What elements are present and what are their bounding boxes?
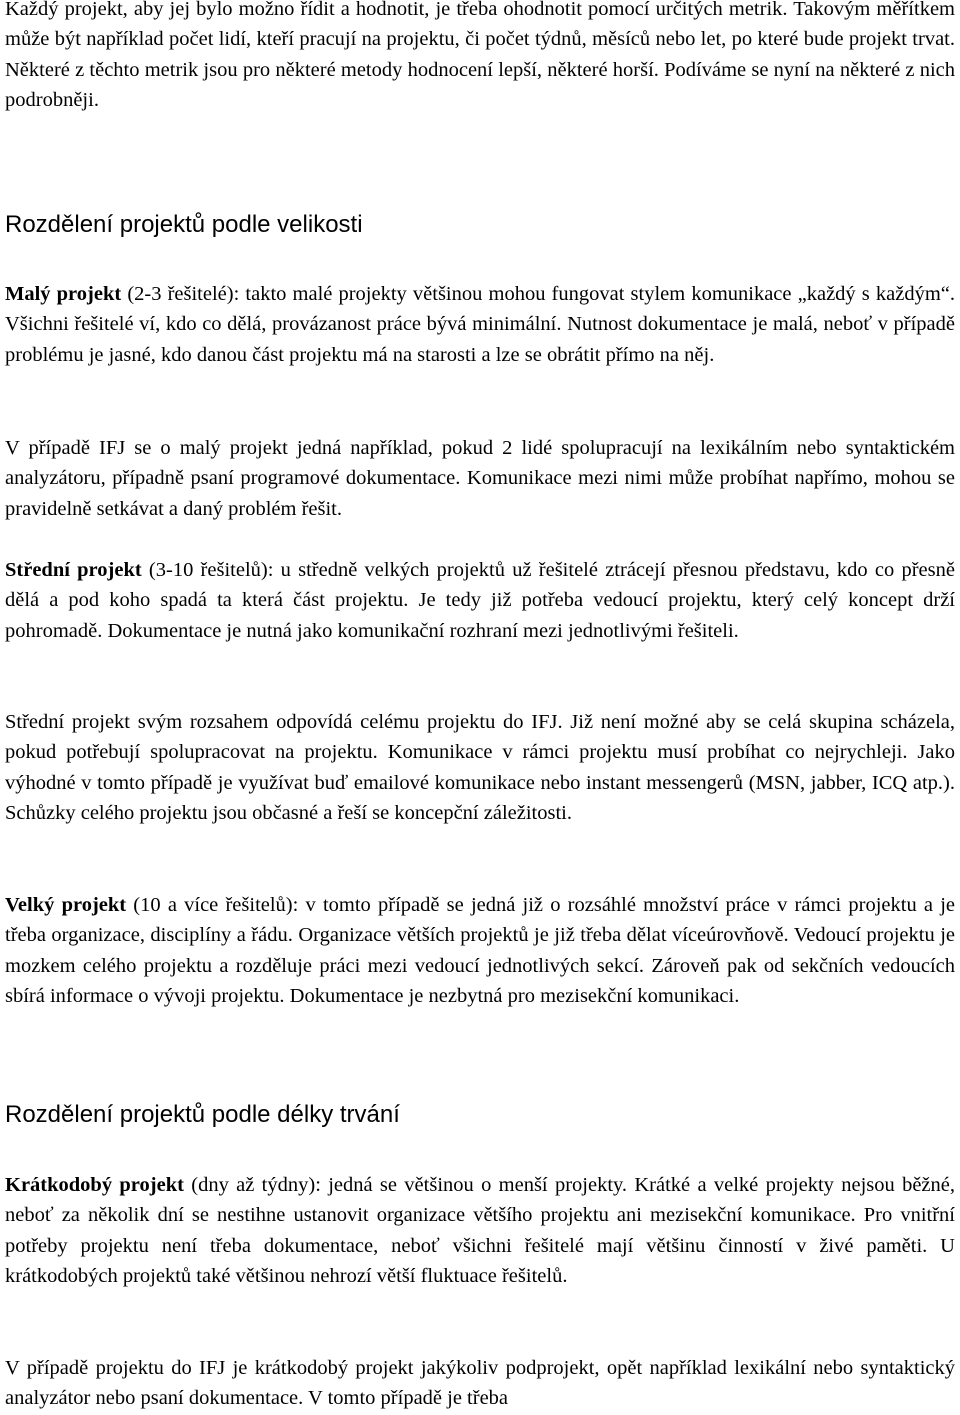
short-project-text: (dny až týdny): jedná se většinou o menší projekty. Krátké a velké projekty nejsou běžné, neboť za několik dní se nestihne ustanovit organizace většího projektu ani mezisekční komunikace. Pro vnitřní potřeby projektu není třeba dokumentace, neboť všichni řešitelé mají většinu činností v živé paměti. U krátkodobých projektů také většinou nehrozí větší fluktuace řešitelů.: [5, 1174, 955, 1288]
medium-project-term: Střední projekt: [5, 559, 142, 581]
large-project-term: Velký projekt: [5, 894, 127, 916]
short-project-paragraph: [5, 1170, 955, 1292]
short-project-term: Krátkodobý projekt: [5, 1174, 184, 1196]
small-project-ifj-paragraph: V případě IFJ se o malý projekt jedná například, pokud 2 lidé spolupracují na lexikálním nebo syntaktickém analyzátoru, případně psaní programové dokumentace. Komunikace mezi nimi může probíhat napřímo, mohou se pravidelně setkávat a daný problém řešit.: [5, 437, 955, 520]
medium-project-ifj-paragraph: Střední projekt svým rozsahem odpovídá celému projektu do IFJ. Již není možné aby se celá skupina scházela, pokud potřebují spolupracovat na projektu. Komunikace v rámci projektu musí probíhat co nejrychleji. Jako výhodné v tomto případě je využívat buď emailové komunikace nebo instant messengerů (MSN, jabber, ICQ atp.). Schůzky celého projektu jsou občasné a řeší se koncepční záležitosti.: [5, 711, 955, 825]
intro-paragraph: Každý projekt, aby jej bylo možno řídit a hodnotit, je třeba ohodnotit pomocí určitých metrik. Takovým měřítkem může být například počet lidí, kteří pracují na projektu, či počet týdnů, měsíců nebo let, po které bude projekt trvat. Některé z těchto metrik jsou pro některé metody hodnocení lepší, některé horší. Podíváme se nyní na některé z nich podrobněji.: [5, 0, 955, 112]
small-project-text: (2-3 řešitelé): takto malé projekty většinou mohou fungovat stylem komunikace „každý s každým“. Všichni řešitelé ví, kdo co dělá, provázanost práce bývá minimální. Nutnost dokumentace je malá, neboť v případě problému je jasné, kdo danou část projektu má na starosti a lze se obrátit přímo na něj.: [5, 283, 955, 366]
section-heading-size: Rozdělení projektů podle velikosti: [5, 211, 363, 238]
small-project-paragraph: [5, 279, 955, 370]
medium-project-text: (3-10 řešitelů): u středně velkých projektů už řešitelé ztrácejí přesnou představu, kdo co přesně dělá a pod koho spadá ta která část projektu. Je tedy již potřeba vedoucí projektu, který celý koncept drží pohromadě. Dokumentace je nutná jako komunikační rozhraní mezi jednotlivými řešiteli.: [5, 559, 955, 642]
large-project-text: (10 a více řešitelů): v tomto případě se jedná již o rozsáhlé množství práce v rámci projektu a je třeba organizace, disciplíny a řádu. Organizace větších projektů je již třeba dělat víceúrovňově. Vedoucí projektu je mozkem celého projektu a rozděluje práci mezi vedoucí jednotlivých sekcí. Zároveň pak od sekčních vedoucích sbírá informace o vývoji projektu. Dokumentace je nezbytná pro mezisekční komunikaci.: [5, 894, 956, 1008]
section-heading-duration: Rozdělení projektů podle délky trvání: [5, 1101, 400, 1128]
small-project-term: Malý projekt: [5, 283, 122, 305]
large-project-paragraph: [5, 890, 955, 1012]
short-project-ifj-paragraph: V případě projektu do IFJ je krátkodobý projekt jakýkoliv podprojekt, opět například lexikální nebo syntaktický analyzátor nebo psaní dokumentace. V tomto případě je třeba: [5, 1357, 955, 1410]
medium-project-paragraph: [5, 555, 955, 646]
